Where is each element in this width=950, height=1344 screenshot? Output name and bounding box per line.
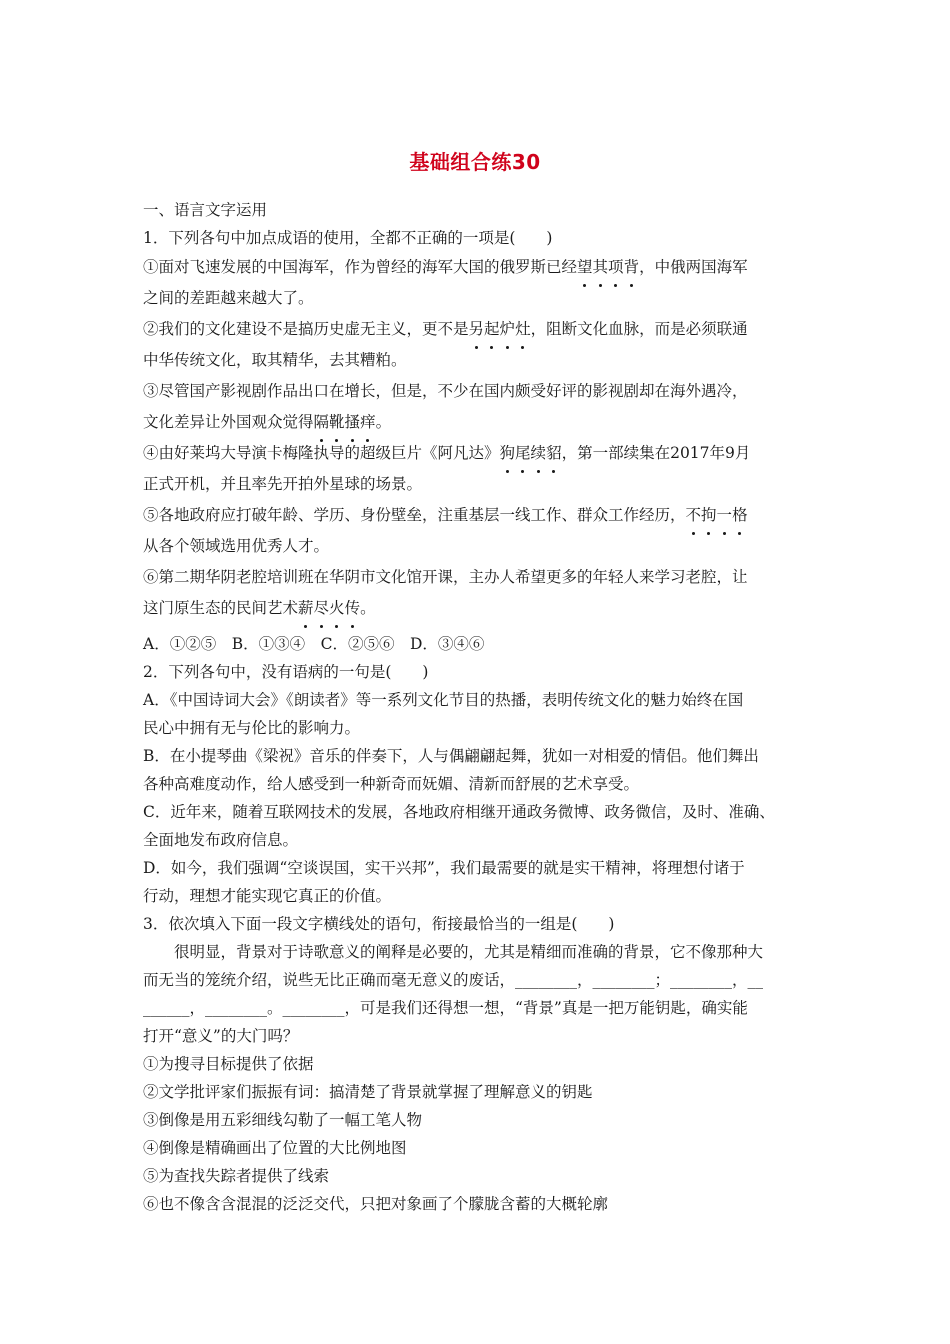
dotted-char: 隔 — [314, 407, 330, 438]
dotted-char: 传 — [345, 593, 361, 624]
q1-sentence-1-cont: 之间的差距越来越大了。 — [143, 289, 314, 307]
q2-line: 全面地发布政府信息。 — [143, 831, 299, 849]
q3-item: ③倒像是用五彩细线勾勒了一幅工笔人物 — [143, 1111, 423, 1129]
dotted-char: 火 — [329, 593, 345, 624]
dotted-char: 项 — [608, 252, 624, 283]
q2-line: C．近年来，随着互联网技术的发展，各地政府相继开通政务微博、政务微信，及时、准确、 — [143, 803, 775, 821]
q3-item: ④倒像是精确画出了位置的大比例地图 — [143, 1139, 407, 1157]
q1-sentence-4: ④由好莱坞大导演卡梅隆执导的超级巨片《阿凡达》狗尾续貂，第一部续集在2017年9月 — [143, 438, 811, 469]
q3-item: ②文学批评家们振振有词：搞清楚了背景就掌握了理解意义的钥匙 — [143, 1083, 593, 1101]
dotted-char: 痒 — [360, 407, 376, 438]
document-body — [143, 196, 811, 1218]
dotted-char: 望 — [577, 252, 593, 283]
q3-item: ⑥也不像含含混混的泛泛交代，只把对象画了个朦胧含蓄的大概轮廓 — [143, 1195, 609, 1213]
dotted-char: 靴 — [329, 407, 345, 438]
dotted-char: 貂 — [546, 438, 562, 469]
q1-sentence-3: ③尽管国产影视剧作品出口在增长，但是，不少在国内颇受好评的影视剧却在海外遇冷， — [143, 382, 748, 400]
q3-paragraph-line: 而无当的笼统介绍，说些无比正确而毫无意义的废话，________，________；________，__ — [143, 971, 764, 989]
q2-line: D．如今，我们强调“空谈误国，实干兴邦”，我们最需要的就是实干精神，将理想付诸于 — [143, 859, 745, 877]
dotted-char: 灶 — [515, 314, 531, 345]
page-title: 基础组合练30 — [409, 150, 541, 174]
q1-sentence-1: ①面对飞速发展的中国海军，作为曾经的海军大国的俄罗斯已经望其项背，中俄两国海军 — [143, 252, 811, 283]
dotted-char: 续 — [531, 438, 547, 469]
q1-sentence-5-cont: 从各个领域选用优秀人才。 — [143, 537, 330, 555]
dotted-char: 搔 — [345, 407, 361, 438]
q1-sentence-4-cont: 正式开机，并且率先开拍外星球的场景。 — [143, 475, 423, 493]
section-heading: 一、语言文字运用 — [143, 201, 268, 219]
q1-sentence-6: ⑥第二期华阴老腔培训班在华阴市文化馆开课，主办人希望更多的年轻人来学习老腔，让 — [143, 568, 748, 586]
q3-paragraph-line: ______，________。________，可是我们还得想一想，“背景”真是一把万能钥匙，确实能 — [143, 999, 748, 1017]
dotted-char: 背 — [624, 252, 640, 283]
question-3-stem: 3．依次填入下面一段文字横线处的语句，衔接最恰当的一组是( ) — [143, 915, 615, 933]
dotted-char: 拘 — [701, 500, 717, 531]
dotted-char: 薪 — [298, 593, 314, 624]
q2-line: 行动，理想才能实现它真正的价值。 — [143, 887, 392, 905]
dotted-char: 不 — [686, 500, 702, 531]
dotted-char: 炉 — [500, 314, 516, 345]
dotted-char: 尾 — [515, 438, 531, 469]
q3-paragraph-line: 打开“意义”的大门吗？ — [143, 1027, 299, 1045]
q2-line: A．《中国诗词大会》《朗读者》等一系列文化节目的热播，表明传统文化的魅力始终在国 — [143, 691, 744, 709]
q1-options: A．①②⑤ B．①③④ C．②⑤⑥ D．③④⑥ — [143, 635, 485, 653]
q2-line: 民心中拥有无与伦比的影响力。 — [143, 719, 361, 737]
dotted-char: 狗 — [500, 438, 516, 469]
q1-sentence-3-cont: 文化差异让外国观众觉得隔靴搔痒。 — [143, 407, 811, 438]
q1-sentence-5: ⑤各地政府应打破年龄、学历、身份壁垒，注重基层一线工作、群众工作经历，不拘一格 — [143, 500, 811, 531]
dotted-char: 另 — [469, 314, 485, 345]
dotted-char: 一 — [717, 500, 733, 531]
q3-item: ⑤为查找失踪者提供了线索 — [143, 1167, 330, 1185]
question-1-stem: 1．下列各句中加点成语的使用，全都不正确的一项是( ) — [143, 229, 553, 247]
question-2-stem: 2．下列各句中，没有语病的一句是( ) — [143, 663, 429, 681]
dotted-char: 格 — [732, 500, 748, 531]
q3-paragraph-line: 很明显，背景对于诗歌意义的阐释是必要的，尤其是精细而准确的背景，它不像那种大 — [174, 943, 764, 961]
dotted-char: 尽 — [314, 593, 330, 624]
q2-line: 各种高难度动作，给人感受到一种新奇而妩媚、清新而舒展的艺术享受。 — [143, 775, 640, 793]
q3-item: ①为搜寻目标提供了依据 — [143, 1055, 314, 1073]
q1-sentence-2: ②我们的文化建设不是搞历史虚无主义，更不是另起炉灶，阻断文化血脉，而是必须联通 — [143, 314, 811, 345]
q1-sentence-2-cont: 中华传统文化，取其精华，去其糟粕。 — [143, 351, 407, 369]
q1-sentence-6-cont: 这门原生态的民间艺术薪尽火传。 — [143, 593, 811, 624]
q2-line: B．在小提琴曲《梁祝》音乐的伴奏下，人与偶翩翩起舞，犹如一对相爱的情侣。他们舞出 — [143, 747, 759, 765]
dotted-char: 起 — [484, 314, 500, 345]
dotted-char: 其 — [593, 252, 609, 283]
